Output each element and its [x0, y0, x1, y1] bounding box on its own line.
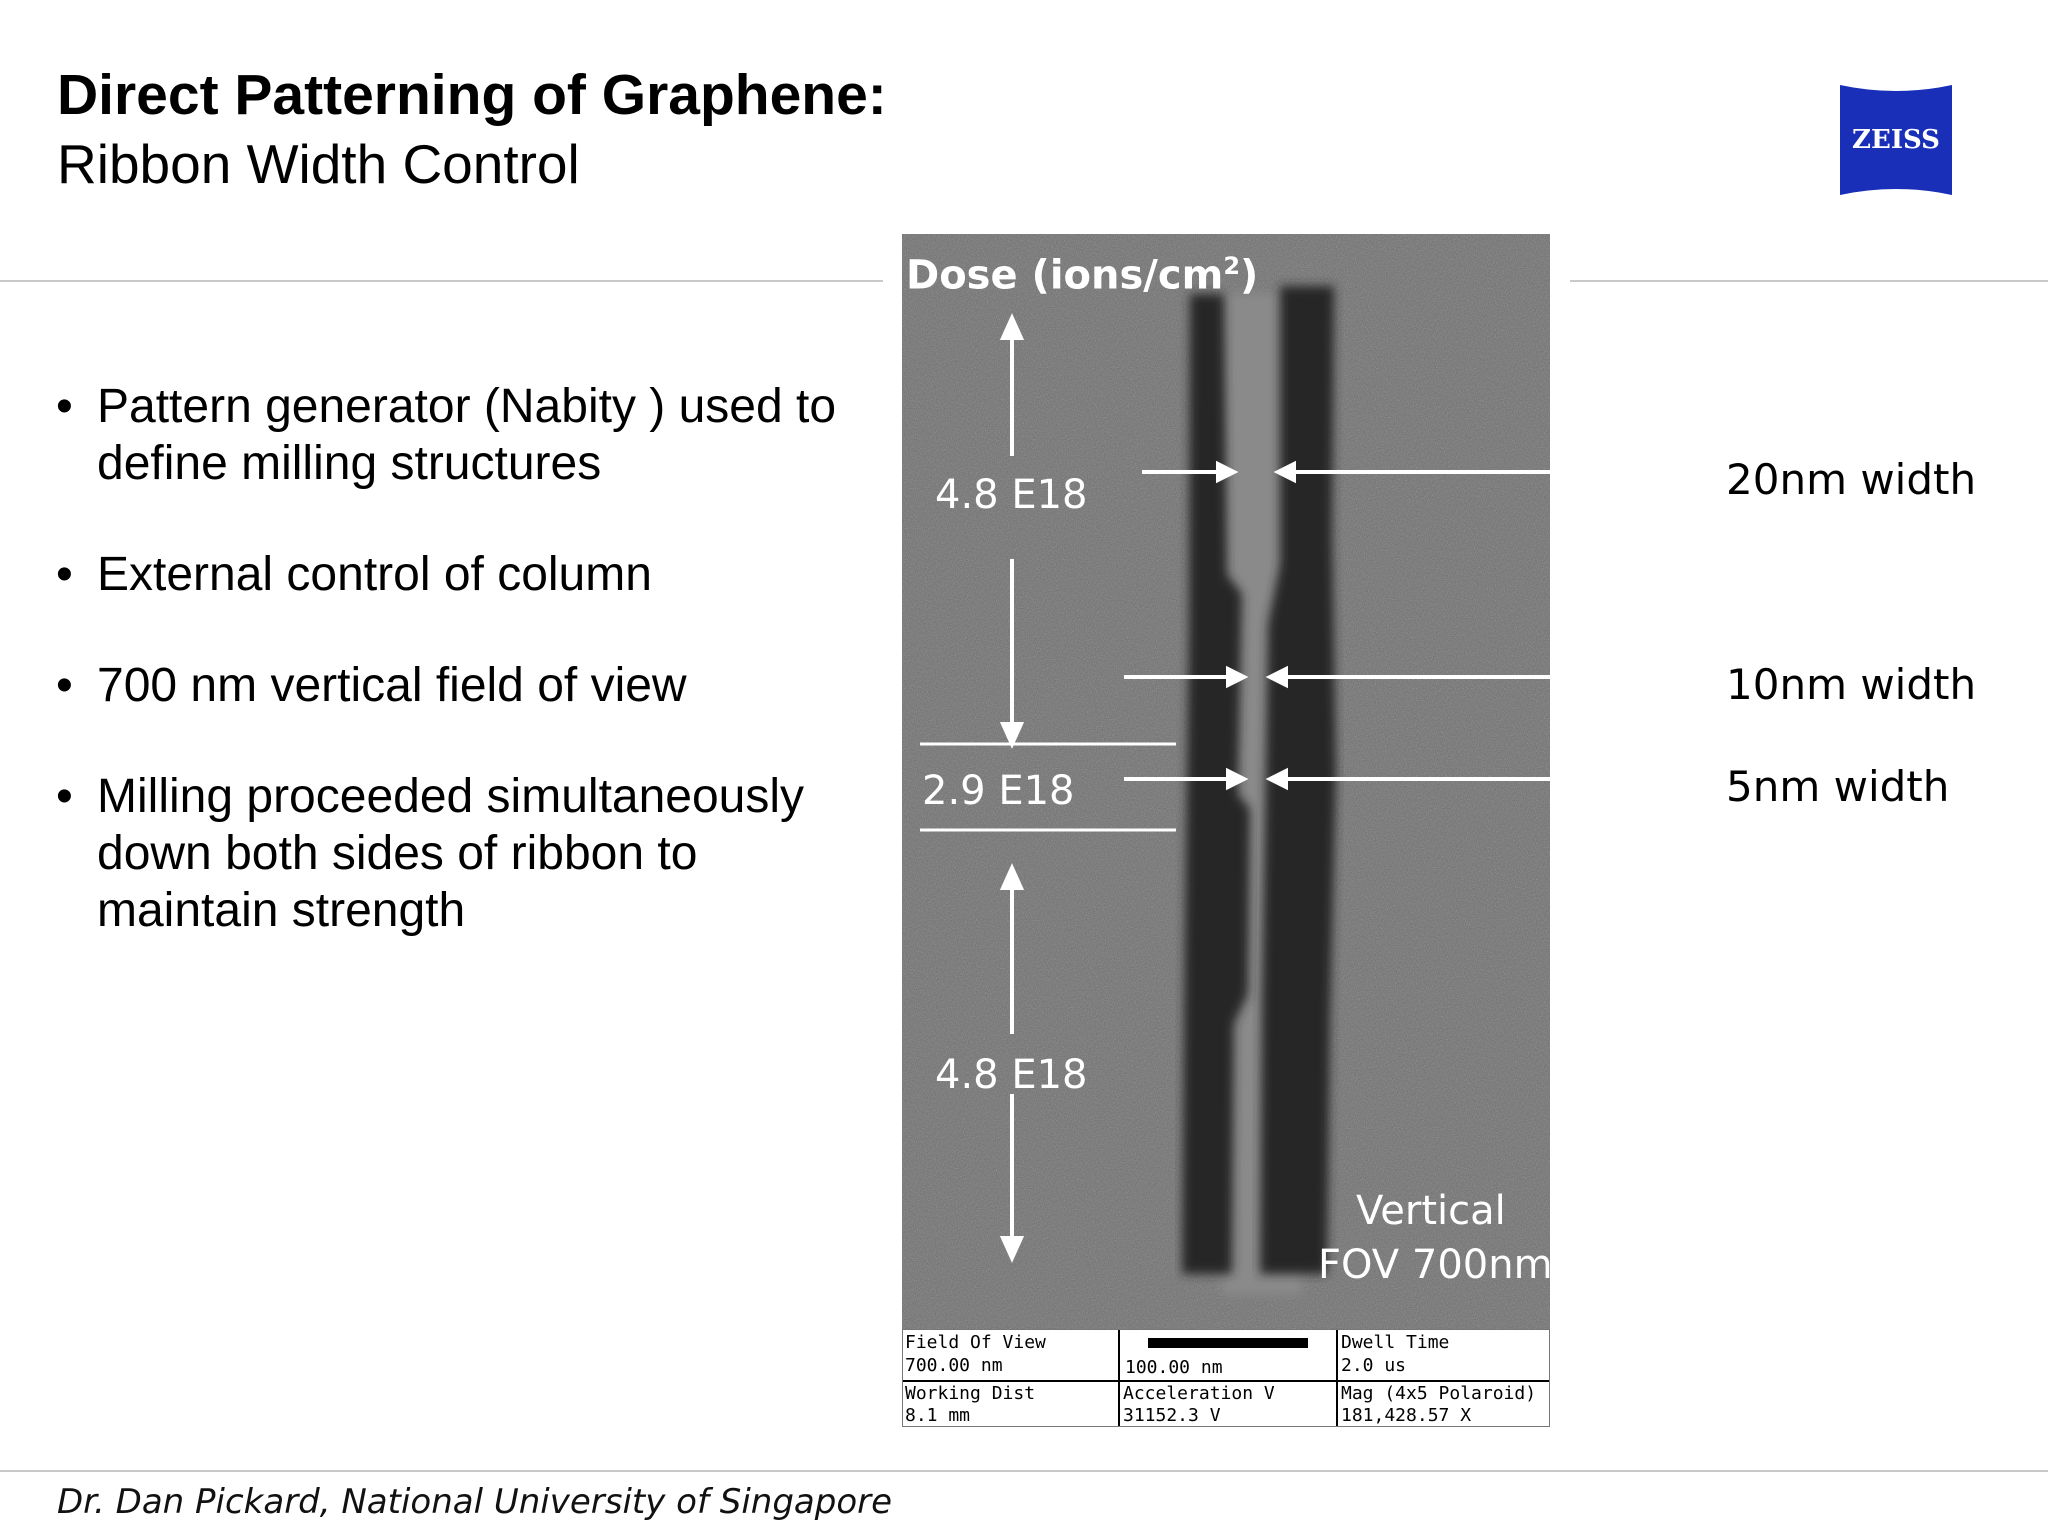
fov-label-line1: Vertical — [1356, 1188, 1506, 1234]
acceleration-value: 31152.3 V — [1123, 1405, 1221, 1426]
slide-title: Direct Patterning of Graphene: — [57, 63, 887, 127]
field-of-view-label: Field Of View — [905, 1332, 1046, 1353]
width-label-10nm: 10nm width — [1726, 660, 1977, 709]
working-dist-value: 8.1 mm — [905, 1405, 971, 1426]
bullet-list — [52, 378, 872, 993]
field-of-view-value: 700.00 nm — [905, 1355, 1003, 1376]
slide-subtitle: Ribbon Width Control — [57, 133, 580, 195]
logo-text: ZEISS — [1852, 125, 1940, 155]
dose-bottom-label: 4.8 E18 — [935, 1052, 1088, 1098]
width-label-20nm: 20nm width — [1726, 455, 1977, 504]
scale-bar — [1148, 1338, 1308, 1348]
footer-credit: Dr. Dan Pickard, National University of Singapore — [57, 1482, 893, 1522]
bullet-item: • Pattern generator (Nabity ) used to define milling structures — [52, 378, 872, 492]
zeiss-logo — [1840, 85, 1952, 195]
width-label-5nm: 5nm width — [1726, 762, 1950, 811]
mag-value: 181,428.57 X — [1341, 1405, 1472, 1426]
bullet-item: • Milling proceeded simultaneously down both sides of ribbon to maintain strength — [52, 768, 872, 939]
dose-axis-title: Dose $(ions/cm^2)$ — [906, 252, 1259, 299]
mag-label: Mag (4x5 Polaroid) — [1341, 1383, 1537, 1404]
header-divider-left — [0, 280, 883, 282]
dose-mid-label: 2.9 E18 — [922, 768, 1075, 814]
dose-top-label: 4.8 E18 — [935, 472, 1088, 518]
fov-label-line2: FOV 700nm — [1318, 1242, 1553, 1288]
working-dist-label: Working Dist — [905, 1383, 1036, 1404]
bullet-item: • 700 nm vertical field of view — [52, 657, 872, 714]
dwell-time-value: 2.0 us — [1341, 1355, 1407, 1376]
dwell-time-label: Dwell Time — [1341, 1332, 1450, 1353]
sem-info-bar — [902, 1329, 1550, 1427]
scale-bar-value: 100.00 nm — [1125, 1357, 1223, 1378]
header-divider-right — [1570, 280, 2048, 282]
footer-divider — [0, 1470, 2048, 1472]
bullet-item: • External control of column — [52, 546, 872, 603]
acceleration-label: Acceleration V — [1123, 1383, 1275, 1404]
